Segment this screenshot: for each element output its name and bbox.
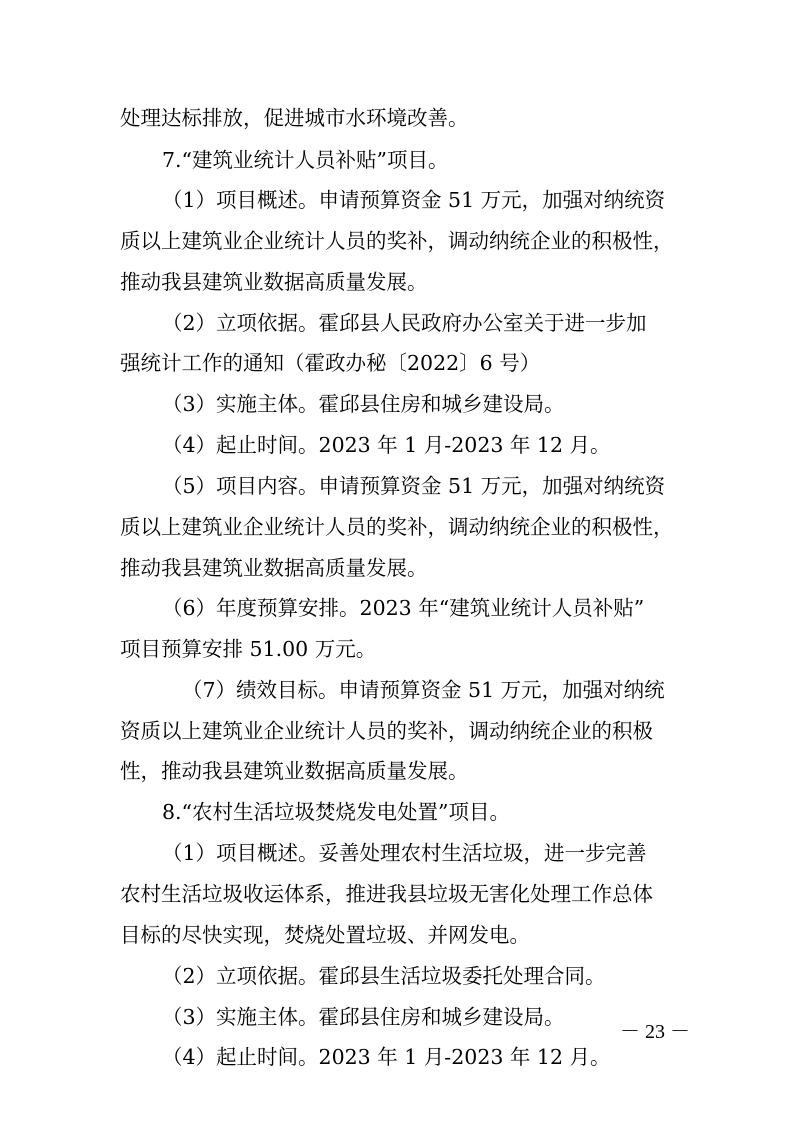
text-line: （3）实施主体。霍邱县住房和城乡建设局。 xyxy=(162,392,565,416)
section-heading: 7.“建筑业统计人员补贴”项目。 xyxy=(162,148,449,172)
text-line: （7）绩效目标。申请预算资金 51 万元，加强对纳统 xyxy=(182,678,665,702)
text-line: 农村生活垃圾收运体系，推进我县垃圾无害化处理工作总体 xyxy=(120,882,653,906)
text-line: （5）项目内容。申请预算资金 51 万元，加强对纳统资 xyxy=(162,474,666,498)
section-heading: 8.“农村生活垃圾焚烧发电处置”项目。 xyxy=(162,800,511,824)
text-line: （4）起止时间。2023 年 1 月-2023 年 12 月。 xyxy=(162,1045,611,1069)
text-line: （3）实施主体。霍邱县住房和城乡建设局。 xyxy=(162,1005,565,1029)
text-line: 强统计工作的通知（霍政办秘〔2022〕6 号） xyxy=(120,351,541,375)
text-line: （2）立项依据。霍邱县生活垃圾委托处理合同。 xyxy=(162,964,606,988)
text-line: （1）项目概述。申请预算资金 51 万元，加强对纳统资 xyxy=(162,188,666,212)
text-line: 推动我县建筑业数据高质量发展。 xyxy=(120,556,428,580)
text-line: 资质以上建筑业企业统计人员的奖补，调动纳统企业的积极 xyxy=(120,719,653,743)
text-line: 质以上建筑业企业统计人员的奖补，调动纳统企业的积极性， xyxy=(120,515,674,539)
text-line: （1）项目概述。妥善处理农村生活垃圾，进一步完善 xyxy=(162,841,647,865)
text-line: （2）立项依据。霍邱县人民政府办公室关于进一步加 xyxy=(162,311,647,335)
page-number: － 23 － xyxy=(620,1021,690,1043)
text-line: （4）起止时间。2023 年 1 月-2023 年 12 月。 xyxy=(162,433,611,457)
text-line: （6）年度预算安排。2023 年“建筑业统计人员补贴” xyxy=(162,596,645,620)
text-line: 处理达标排放，促进城市水环境改善。 xyxy=(120,106,469,130)
text-line: 推动我县建筑业数据高质量发展。 xyxy=(120,270,428,294)
text-line: 性，推动我县建筑业数据高质量发展。 xyxy=(120,759,469,783)
text-line: 质以上建筑业企业统计人员的奖补，调动纳统企业的积极性， xyxy=(120,229,674,253)
text-line: 项目预算安排 51.00 万元。 xyxy=(120,637,377,661)
text-line: 目标的尽快实现，焚烧处置垃圾、并网发电。 xyxy=(120,923,530,947)
